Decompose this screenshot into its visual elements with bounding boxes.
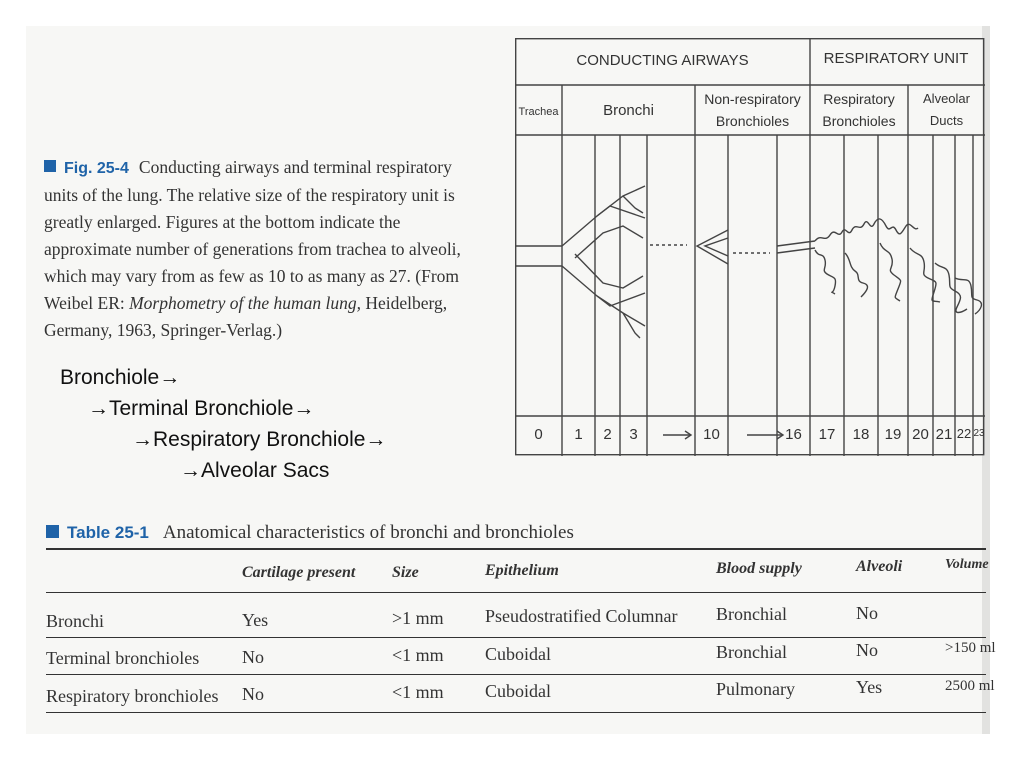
table-cell: >1 mm [392,608,444,628]
table-top-rule [46,548,986,550]
subsection-alveolar-label: Alveolar [923,91,970,106]
generation-16: 16 [785,426,802,443]
table-cell: No [242,647,264,667]
subsection-nonrespiratory-bronchioles: Bronchioles [715,113,790,129]
subsection-alveolar-ducts: Ducts [929,113,964,128]
header-size: Size [392,564,419,581]
section-respiratory-unit: RESPIRATORY UNIT [823,50,969,67]
subsection-respiratory-label: Respiratory [823,91,895,107]
header-blood-supply: Blood supply [716,560,802,577]
airway-diagram [515,38,985,456]
table-cell: Pulmonary [716,679,795,699]
generation-20: 20 [912,426,929,443]
table-bullet-square [46,525,59,538]
caption-line: Germany, 1963, Springer-Verlag.) [44,320,283,340]
table-cell: No [242,684,264,704]
figure-caption [44,154,476,344]
generation-17: 17 [818,426,836,443]
table-cell: Bronchial [716,604,787,624]
table-cell: >150 ml [945,640,996,656]
table-cell: Cuboidal [485,644,551,664]
generation-23: 23 [973,428,985,439]
table-row-rule [46,674,986,675]
header-volume: Volume [945,557,989,572]
table-title-text: Anatomical characteristics of bronchi and bronchioles [162,522,574,543]
table-cell: <1 mm [392,645,444,665]
table-cell: Respiratory bronchioles [46,686,219,706]
header-epithelium: Epithelium [485,562,559,579]
table-cell: Cuboidal [485,681,551,701]
subsection-bronchi: Bronchi [603,102,654,119]
table-bottom-rule [46,712,986,713]
header-cartilage: Cartilage present [242,564,356,581]
table-cell: No [856,640,878,660]
caption-line: greatly enlarged. Figures at the bottom indicate the [44,212,401,232]
sequence-step: →Alveolar Sacs [180,459,330,482]
table-title [46,522,574,544]
figure-label: Fig. 25-4 [64,160,129,177]
generation-1: 1 [574,426,583,443]
table-cell: <1 mm [392,682,444,702]
caption-bullet-square [44,160,56,172]
generation-21: 21 [935,426,953,443]
sequence-step: →Terminal Bronchiole→ [88,397,315,420]
header-alveoli: Alveoli [856,558,903,575]
caption-line: Weibel ER: [44,293,130,313]
table-label: Table 25-1 [67,523,149,542]
generation-3: 3 [629,426,638,443]
caption-line: Heidelberg, [360,293,448,313]
generation-19: 19 [884,426,902,443]
table-row-rule [46,637,986,638]
table-cell: No [856,603,878,623]
generation-0: 0 [534,426,543,443]
table-cell: Bronchi [46,611,104,631]
subsection-nonrespiratory-label: Non-respiratory [704,91,801,107]
generation-2: 2 [603,426,612,443]
caption-line: Conducting airways and terminal respiratory [138,157,452,177]
generation-10: 10 [703,426,720,443]
caption-line: units of the lung. The relative size of the respiratory unit is [44,185,455,205]
generation-22: 22 [956,426,972,441]
airway-sequence [60,362,386,486]
generation-18: 18 [852,426,870,443]
caption-line: approximate number of generations from trachea to alveoli, [44,239,461,259]
table-cell: 2500 ml [945,678,995,694]
caption-line: which may vary from as few as 10 to as many as 27. (From [44,266,460,286]
sequence-step: Bronchiole→ [60,366,181,389]
sequence-step: →Respiratory Bronchiole→ [132,428,387,451]
table-cell: Yes [856,677,883,697]
table-cell: Bronchial [716,642,787,662]
table-cell: Yes [242,610,269,630]
subsection-trachea: Trachea [518,106,559,118]
table-header-rule [46,592,986,593]
subsection-respiratory-bronchioles: Bronchioles [822,113,896,129]
table-cell: Pseudostratified Columnar [485,606,678,626]
caption-book-title: Morphometry of the human lung, [129,293,361,313]
table-cell: Terminal bronchioles [46,648,200,668]
section-conducting-airways: CONDUCTING AIRWAYS [576,52,749,69]
